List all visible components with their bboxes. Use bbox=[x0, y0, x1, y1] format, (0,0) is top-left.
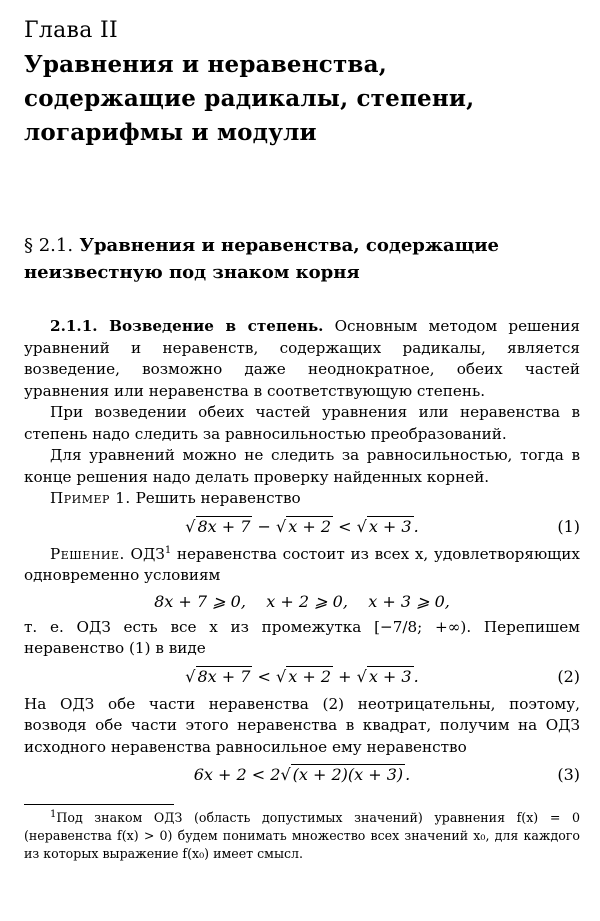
equation-1-formula: √ 8x + 7 − √ x + 2 < √ x + 3 . bbox=[185, 516, 419, 536]
example-label: Пример 1. bbox=[50, 489, 131, 507]
chapter-label: Глава II bbox=[24, 18, 118, 43]
section-heading bbox=[24, 232, 580, 286]
solution-text-b: неравенства состоит из всех x, удовлетворяющих одновременно условиям bbox=[24, 544, 580, 584]
chapter-title-line-3: логарифмы и модули bbox=[24, 119, 317, 146]
equation-2-number: (2) bbox=[557, 666, 580, 686]
equation-3 bbox=[24, 758, 580, 792]
equation-3-formula: 6x + 2 < 2√ (x + 2)(x + 3) . bbox=[193, 765, 411, 784]
footnote-text: Под знаком ОДЗ (область допустимых значений) уравнения f(x) = 0 (неравенства f(x) > 0) будем понимать множество всех значений x₀, для каждого из которых выражение f(x₀) имеет смысл. bbox=[24, 810, 580, 861]
paragraph-after-conditions: т. е. ОДЗ есть все x из промежутка [−7/8; +∞). Перепишем неравенство (1) в виде bbox=[24, 617, 580, 657]
paragraph-3: Для уравнений можно не следить за равносильностью, тогда в конце решения надо делать проверку найденных корней. bbox=[24, 446, 580, 486]
equation-1 bbox=[24, 510, 580, 544]
footnote-mark: 1 bbox=[50, 808, 57, 820]
solution-paragraph bbox=[24, 544, 580, 587]
example-line bbox=[24, 488, 580, 510]
chapter-title bbox=[24, 48, 580, 150]
paragraph-subsection bbox=[24, 316, 580, 402]
subsection-text: Основным методом решения уравнений и неравенств, содержащих радикалы, является возведение, возможно даже неоднократное, обеих частей уравнения или неравенства в соответствующую степень. bbox=[24, 317, 580, 400]
equation-2-formula: √ 8x + 7 < √ x + 2 + √ x + 3 . bbox=[185, 666, 419, 686]
solution-text-a: ОДЗ bbox=[124, 544, 165, 563]
paragraph-after-eq2: На ОДЗ обе части неравенства (2) неотрицательны, поэтому, возводя обе части этого неравенства в квадрат, получим на ОДЗ исходного неравенства равносильное ему неравенство bbox=[24, 694, 580, 756]
section-title: Уравнения и неравенства, содержащие неизвестную под знаком корня bbox=[24, 235, 500, 283]
equation-2 bbox=[24, 660, 580, 694]
footnote-rule bbox=[24, 804, 174, 805]
footnote-ref: 1 bbox=[164, 544, 172, 556]
chapter-title-line-2: содержащие радикалы, степени, bbox=[24, 85, 475, 112]
conditions-line bbox=[24, 587, 580, 617]
section-number: § 2.1. bbox=[24, 235, 74, 256]
subsection-heading: 2.1.1. Возведение в степень. bbox=[50, 317, 324, 335]
paragraph-2: При возведении обеих частей уравнения или неравенства в степень надо следить за равносильностью преобразований. bbox=[24, 403, 580, 443]
conditions-formula: 8x + 7 ⩾ 0, x + 2 ⩾ 0, x + 3 ⩾ 0, bbox=[154, 591, 450, 611]
equation-3-number: (3) bbox=[557, 765, 580, 784]
footnote bbox=[24, 809, 580, 863]
chapter-title-line-1: Уравнения и неравенства, bbox=[24, 51, 387, 78]
equation-1-number: (1) bbox=[557, 516, 580, 536]
example-text: Решить неравенство bbox=[130, 489, 301, 507]
solution-label: Решение. bbox=[50, 544, 125, 563]
